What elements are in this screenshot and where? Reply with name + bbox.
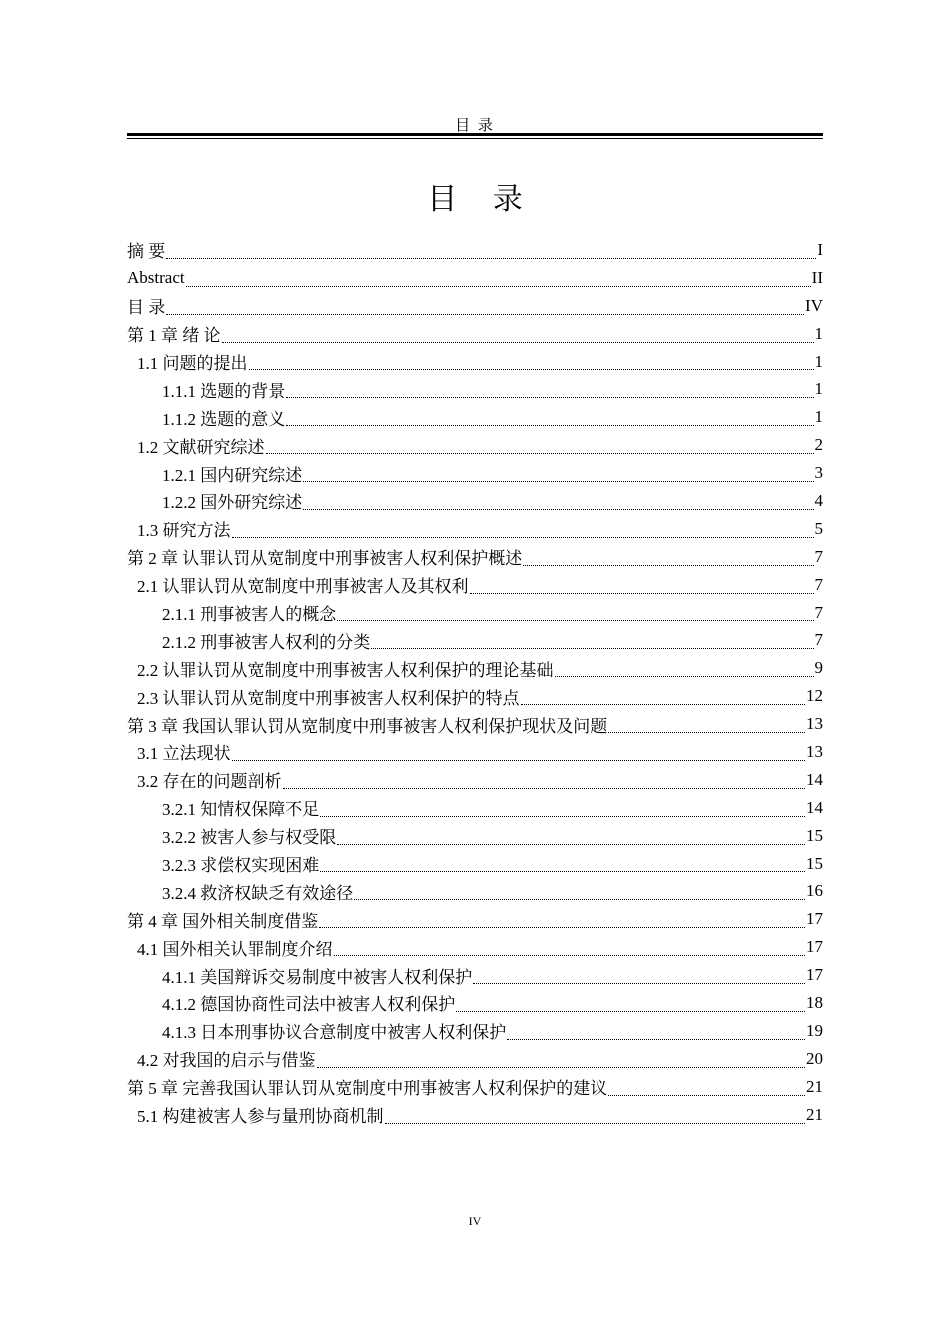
toc-entry-page: 1 xyxy=(814,407,823,427)
toc-entry[interactable] xyxy=(127,933,823,961)
toc-entry-label: 1.2 文献研究综述 xyxy=(137,437,265,457)
toc-entry[interactable] xyxy=(127,1045,823,1073)
toc-entry[interactable] xyxy=(127,989,823,1017)
toc-entry-page: 7 xyxy=(814,546,823,566)
toc-dot-leader xyxy=(320,854,805,872)
toc-entry-label: 2.1.2 刑事被害人权利的分类 xyxy=(162,632,371,652)
toc-entry-page: 7 xyxy=(814,574,823,594)
toc-dot-leader xyxy=(249,352,814,370)
toc-entry-label: 3.2 存在的问题剖析 xyxy=(137,772,282,792)
toc-entry-page: II xyxy=(811,267,823,287)
toc-dot-leader xyxy=(266,436,814,454)
toc-entry[interactable] xyxy=(127,459,823,487)
toc-dot-leader xyxy=(521,687,806,705)
toc-entry[interactable] xyxy=(127,794,823,822)
toc-entry[interactable] xyxy=(127,599,823,627)
toc-entry-label: 2.3 认罪认罚从宽制度中刑事被害人权利保护的特点 xyxy=(137,688,520,708)
toc-entry[interactable] xyxy=(127,292,823,320)
toc-entry[interactable] xyxy=(127,320,823,348)
header-rule-thin xyxy=(127,138,823,139)
toc-dot-leader xyxy=(337,827,805,845)
toc-entry-label: 4.1 国外相关认罪制度介绍 xyxy=(137,939,333,959)
table-of-contents xyxy=(127,236,823,1129)
toc-entry-page: 19 xyxy=(806,1020,823,1040)
toc-entry-label: 2.1.1 刑事被害人的概念 xyxy=(162,605,337,625)
toc-entry[interactable] xyxy=(127,905,823,933)
toc-entry-page: 14 xyxy=(806,769,823,789)
toc-entry-page: 7 xyxy=(814,602,823,622)
toc-entry[interactable] xyxy=(127,961,823,989)
toc-entry[interactable] xyxy=(127,236,823,264)
toc-entry-page: 13 xyxy=(806,714,823,734)
toc-entry-page: 4 xyxy=(814,490,823,510)
page-title: 目 录 xyxy=(427,183,537,216)
toc-entry[interactable] xyxy=(127,487,823,515)
toc-entry[interactable] xyxy=(127,822,823,850)
toc-entry[interactable] xyxy=(127,682,823,710)
toc-entry[interactable] xyxy=(127,543,823,571)
toc-entry-page: 9 xyxy=(814,658,823,678)
toc-dot-leader xyxy=(456,994,805,1012)
running-header: 目 录 xyxy=(455,118,495,134)
toc-entry[interactable] xyxy=(127,1017,823,1045)
toc-dot-leader xyxy=(232,520,814,538)
toc-entry-page: 1 xyxy=(814,351,823,371)
toc-entry-label: 4.1.2 德国协商性司法中被害人权利保护 xyxy=(162,995,456,1015)
toc-dot-leader xyxy=(371,631,813,649)
toc-dot-leader xyxy=(473,966,805,984)
toc-entry[interactable] xyxy=(127,403,823,431)
toc-entry[interactable] xyxy=(127,571,823,599)
toc-dot-leader xyxy=(385,1106,806,1124)
toc-entry-page: 18 xyxy=(806,992,823,1012)
toc-entry-label: 第 3 章 我国认罪认罚从宽制度中刑事被害人权利保护现状及问题 xyxy=(127,716,608,736)
toc-dot-leader xyxy=(334,938,806,956)
toc-entry-page: 16 xyxy=(806,881,823,901)
page-number: IV xyxy=(468,1214,482,1228)
toc-entry-page: 5 xyxy=(814,518,823,538)
toc-entry[interactable] xyxy=(127,654,823,682)
toc-dot-leader xyxy=(470,576,814,594)
toc-entry[interactable] xyxy=(127,515,823,543)
toc-dot-leader xyxy=(608,1078,805,1096)
toc-entry[interactable] xyxy=(127,375,823,403)
toc-entry-page: 17 xyxy=(806,909,823,929)
toc-entry-label: 3.2.1 知情权保障不足 xyxy=(162,800,320,820)
toc-entry-label: 5.1 构建被害人参与量刑协商机制 xyxy=(137,1107,384,1127)
toc-dot-leader xyxy=(303,492,813,510)
toc-entry[interactable] xyxy=(127,348,823,376)
toc-entry[interactable] xyxy=(127,431,823,459)
toc-entry[interactable] xyxy=(127,1101,823,1129)
toc-dot-leader xyxy=(523,548,813,566)
toc-entry-label: 3.2.3 求偿权实现困难 xyxy=(162,856,320,876)
toc-entry-label: 1.1 问题的提出 xyxy=(137,354,248,373)
toc-entry-label: 目 录 xyxy=(127,298,166,318)
toc-entry-page: 1 xyxy=(814,379,823,399)
toc-entry[interactable] xyxy=(127,710,823,738)
toc-entry[interactable] xyxy=(127,850,823,878)
toc-dot-leader xyxy=(320,799,805,817)
toc-dot-leader xyxy=(303,464,813,482)
toc-dot-leader xyxy=(507,1022,805,1040)
toc-entry-page: 3 xyxy=(814,463,823,483)
toc-entry-label: 2.1 认罪认罚从宽制度中刑事被害人及其权利 xyxy=(137,577,469,597)
toc-entry-page: 15 xyxy=(806,825,823,845)
toc-entry-page: 12 xyxy=(806,686,823,706)
toc-entry-label: 4.1.1 美国辩诉交易制度中被害人权利保护 xyxy=(162,967,473,987)
toc-entry-page: 15 xyxy=(806,853,823,873)
toc-entry-label: 第 1 章 绪 论 xyxy=(127,326,221,346)
toc-entry-page: 13 xyxy=(806,741,823,761)
toc-entry-page: 21 xyxy=(806,1104,823,1124)
toc-entry-label: 3.2.4 救济权缺乏有效途径 xyxy=(162,883,354,903)
toc-entry-page: 2 xyxy=(814,435,823,455)
toc-entry-page: 17 xyxy=(806,937,823,957)
toc-dot-leader xyxy=(608,715,805,733)
toc-entry-label: 3.2.2 被害人参与权受限 xyxy=(162,828,337,848)
toc-dot-leader xyxy=(222,325,814,343)
toc-dot-leader xyxy=(166,241,816,259)
toc-entry-page: 20 xyxy=(806,1048,823,1068)
toc-entry-label: 4.2 对我国的启示与借鉴 xyxy=(137,1051,316,1071)
toc-dot-leader xyxy=(555,659,814,677)
toc-entry[interactable] xyxy=(127,877,823,905)
toc-entry-page: 1 xyxy=(814,323,823,343)
toc-entry-label: 第 4 章 国外相关制度借鉴 xyxy=(127,911,319,931)
toc-entry-page: 14 xyxy=(806,797,823,817)
toc-entry[interactable] xyxy=(127,264,823,292)
toc-dot-leader xyxy=(337,603,813,621)
toc-entry-label: 1.1.1 选题的背景 xyxy=(162,381,286,401)
toc-entry-label: 摘 要 xyxy=(127,242,166,262)
toc-dot-leader xyxy=(354,882,805,900)
toc-entry-page: IV xyxy=(805,295,823,315)
toc-dot-leader xyxy=(286,408,813,426)
toc-entry-label: 1.1.2 选题的意义 xyxy=(162,409,286,429)
toc-dot-leader xyxy=(232,743,806,761)
toc-dot-leader xyxy=(186,269,811,287)
toc-entry-label: Abstract xyxy=(127,267,185,287)
toc-entry-label: 1.3 研究方法 xyxy=(137,521,231,541)
toc-entry-label: 3.1 立法现状 xyxy=(137,744,231,764)
toc-dot-leader xyxy=(319,910,805,928)
toc-dot-leader xyxy=(286,380,813,398)
toc-entry-label: 4.1.3 日本刑事协议合意制度中被害人权利保护 xyxy=(162,1023,507,1043)
toc-entry-page: I xyxy=(817,239,823,259)
toc-entry-label: 1.2.2 国外研究综述 xyxy=(162,493,303,513)
toc-entry-label: 第 5 章 完善我国认罪认罚从宽制度中刑事被害人权利保护的建议 xyxy=(127,1079,608,1099)
header-rule-thick xyxy=(127,133,823,136)
toc-entry-label: 2.2 认罪认罚从宽制度中刑事被害人权利保护的理论基础 xyxy=(137,660,554,680)
toc-entry-page: 21 xyxy=(806,1076,823,1096)
toc-dot-leader xyxy=(166,297,804,315)
toc-entry-page: 7 xyxy=(814,630,823,650)
toc-dot-leader xyxy=(317,1050,806,1068)
toc-entry-label: 1.2.1 国内研究综述 xyxy=(162,465,303,485)
toc-entry[interactable] xyxy=(127,766,823,794)
toc-dot-leader xyxy=(283,771,806,789)
toc-entry-page: 17 xyxy=(806,965,823,985)
toc-entry[interactable] xyxy=(127,1073,823,1101)
toc-entry[interactable] xyxy=(127,626,823,654)
toc-entry-label: 第 2 章 认罪认罚从宽制度中刑事被害人权利保护概述 xyxy=(127,549,523,569)
toc-entry[interactable] xyxy=(127,738,823,766)
